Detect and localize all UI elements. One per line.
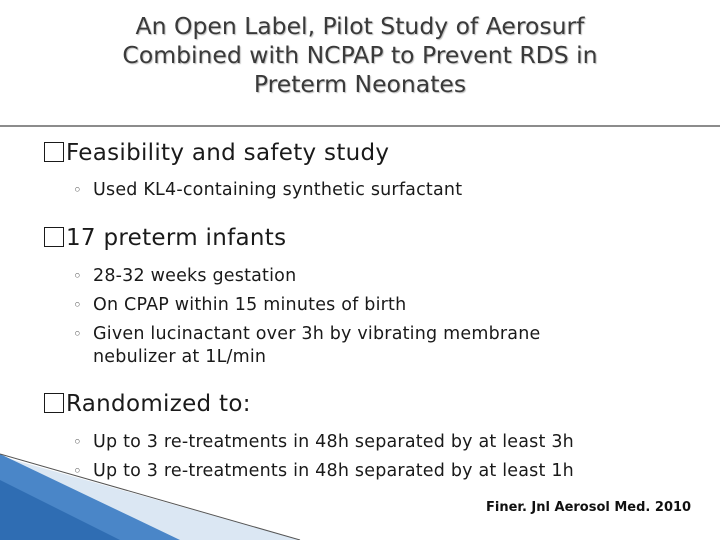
square-bullet-icon <box>44 227 64 247</box>
citation: Finer. Jnl Aerosol Med. 2010 <box>486 500 692 515</box>
title-line-3: Preterm Neonates <box>253 70 467 98</box>
sub-bullet-kl4-text: Used KL4-containing synthetic surfactant <box>93 180 463 200</box>
sub-bullet-nebulizer-text: nebulizer at 1L/min <box>93 347 267 367</box>
sub-bullet-lucinactant-continuation <box>93 346 266 368</box>
sub-bullet-kl4 <box>73 179 462 201</box>
sub-bullet-gestation <box>73 265 296 287</box>
decorative-swoosh <box>0 450 720 540</box>
title-line-2: Combined with NCPAP to Prevent RDS in <box>122 41 598 69</box>
square-bullet-icon <box>44 142 64 162</box>
square-bullet-icon <box>44 393 64 413</box>
bullet-infants <box>44 224 286 252</box>
title-divider <box>0 125 720 127</box>
sub-bullet-lucinactant <box>73 323 540 345</box>
sub-bullet-cpap-text: On CPAP within 15 minutes of birth <box>93 295 407 315</box>
bullet-randomized-text: Randomized to: <box>66 391 251 417</box>
bullet-feasibility <box>44 139 389 167</box>
slide-title <box>60 12 660 99</box>
title-line-1: An Open Label, Pilot Study of Aerosurf <box>135 12 585 40</box>
sub-bullet-gestation-text: 28-32 weeks gestation <box>93 266 297 286</box>
bullet-feasibility-text: Feasibility and safety study <box>66 140 390 166</box>
bullet-randomized <box>44 390 251 418</box>
sub-bullet-cpap <box>73 294 406 316</box>
sub-bullet-lucinactant-text: Given lucinactant over 3h by vibrating membrane <box>93 324 541 344</box>
bullet-infants-text: 17 preterm infants <box>66 225 287 251</box>
sub-bullet-retreat-3h-text: Up to 3 re-treatments in 48h separated by at least 3h <box>93 432 574 452</box>
sub-bullet-retreat-1h-text: Up to 3 re-treatments in 48h separated by at least 1h <box>93 461 574 481</box>
